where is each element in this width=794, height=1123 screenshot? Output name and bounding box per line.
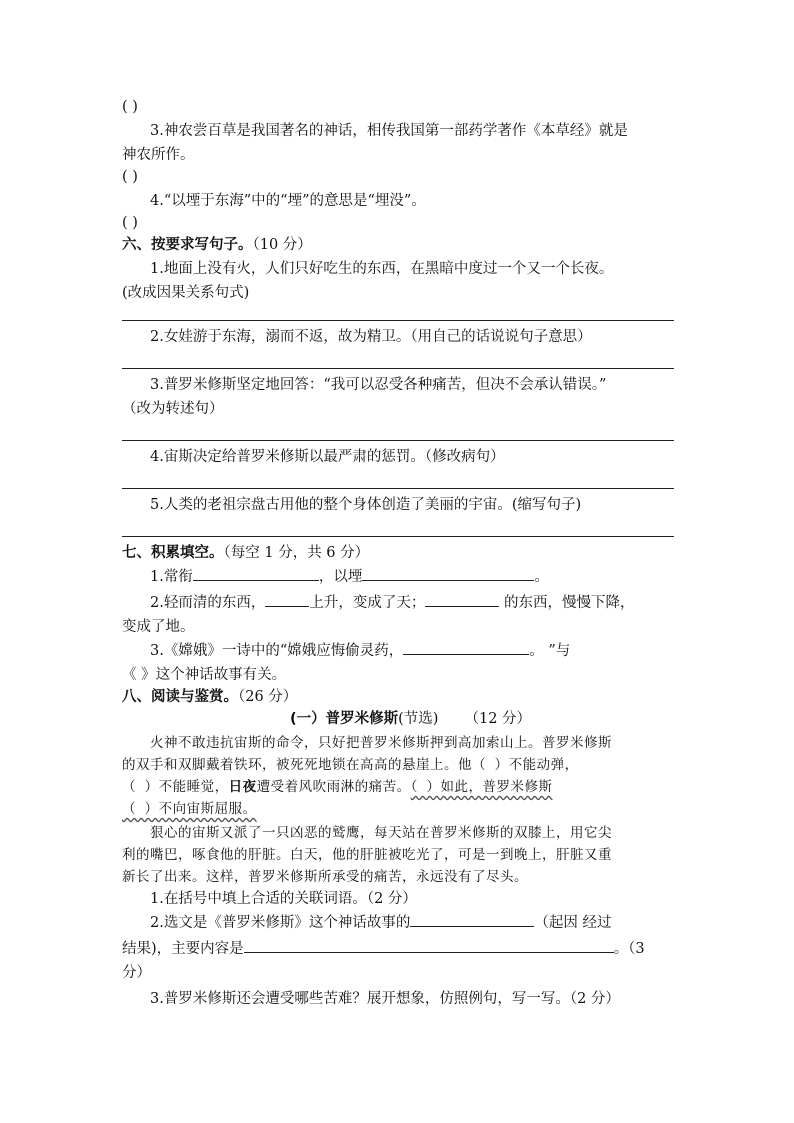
passage-p2-line1: 狠心的宙斯又派了一只凶恶的鹫鹰，每天站在普罗米修斯的双膝上，用它尖 (150, 825, 612, 841)
section-8-title: 八、阅读与鉴赏。 (122, 689, 238, 705)
s7-q3 (150, 640, 570, 662)
s7-q3-line2: 《 》这个神话故事有关。 (122, 667, 287, 683)
fill-blank[interactable] (193, 566, 319, 581)
s6-q1-line2: (改成因果关系句式) (122, 285, 250, 301)
passage-p1-line3-c: 遭受着风吹雨淋的痛苦。 (256, 779, 411, 795)
s8-q2-text-a: 2.选文是《普罗米修斯》这个神话故事的 (150, 915, 411, 931)
s7-q2-text-b: 上升，变成了天； (309, 595, 426, 611)
s8-q1: 1.在括号中填上合适的关联词语。（2 分） (150, 891, 417, 907)
section-8-score: （26 分） (238, 689, 298, 705)
answer-line-3[interactable] (122, 440, 674, 441)
s7-q3-text-a: 3.《嫦娥》一诗中的“嫦娥应悔偷灵药， (150, 643, 404, 659)
s5-q3-line2: 神农所作。 (122, 147, 195, 163)
s8-q2-line3: 分） (122, 965, 151, 981)
fill-blank[interactable] (403, 640, 529, 655)
passage-emphasis-word: 日夜 (228, 779, 257, 795)
s8-q2-line2 (122, 938, 645, 960)
answer-line-2[interactable] (122, 368, 674, 369)
answer-line-1[interactable] (122, 320, 674, 321)
section-7-title: 七、积累填空。 (122, 545, 224, 561)
s7-q2-text-c: 的东西，慢慢下降， (499, 595, 635, 611)
s8-q2 (150, 912, 611, 934)
s8-q2-text-d: 。（3 (613, 941, 645, 957)
s6-q2: 2.女娃游于东海，溺而不返，故为精卫。（用自己的话说说句子意思） (150, 329, 592, 345)
passage-p2-line3: 新长了出来。这样，普罗米修斯所承受的痛苦，永远没有了尽头。 (122, 869, 528, 885)
passage-score: （12 分） (464, 711, 532, 727)
s7-q3-text-b: 。 ”与 (529, 643, 571, 659)
s7-q1-text-b: ，以堙 (318, 569, 363, 585)
fill-blank[interactable] (265, 592, 309, 607)
section-6-heading (122, 234, 312, 256)
s5-q3-line1: 3.神农尝百草是我国著名的神话，相传我国第一部药学著作《本草经》就是 (150, 123, 628, 139)
s6-q4: 4.宙斯决定给普罗米修斯以最严肃的惩罚。（修改病句） (150, 449, 505, 465)
section-6-title: 六、按要求写句子。 (122, 237, 253, 253)
passage-title-row (290, 708, 531, 730)
passage-p1-line2: 的双手和双脚戴着铁环，被死死地锁在高高的悬崖上。他（ ）不能动弹， (122, 757, 579, 773)
passage-subtitle: (节选) (398, 711, 439, 727)
s7-q1 (150, 566, 549, 588)
section-7-score: （每空 1 分，共 6 分） (223, 545, 370, 561)
passage-p2-line2: 利的嘴巴，啄食他的肝脏。白天，他的肝脏被吃光了，可是一到晚上，肝脏又重 (122, 847, 612, 863)
wavy-underlined-sentence-end: （ ）不向宙斯屈服。 (122, 801, 257, 817)
s7-q1-text-a: 1.常衔 (150, 569, 193, 585)
passage-title: (一）普罗米修斯 (290, 711, 399, 727)
passage-p1-line3 (122, 776, 553, 798)
fill-blank[interactable] (410, 912, 534, 927)
s6-q5: 5.人类的老祖宗盘古用他的整个身体创造了美丽的宇宙。(缩写句子) (150, 497, 582, 513)
s7-q2 (150, 592, 634, 614)
q3-answer-paren: ( ) (122, 169, 138, 185)
wavy-underlined-sentence: （ ）如此，普罗米修斯 (410, 779, 553, 795)
s5-q4: 4.“以堙于东海”中的“堙”的意思是“埋没”。 (150, 193, 426, 209)
s7-q2-line2: 变成了地。 (122, 619, 195, 635)
q4-answer-paren: ( ) (122, 215, 138, 231)
s8-q2-text-c: 结果)，主要内容是 (122, 941, 244, 957)
section-6-score: （10 分） (252, 237, 312, 253)
passage-p1-line4 (122, 798, 257, 820)
section-7-heading (122, 542, 369, 564)
s6-q3-line1: 3.普罗米修斯坚定地回答：“我可以忍受各种痛苦，但决不会承认错误。” (150, 377, 607, 393)
s6-q3-line2: （改为转述句） (122, 401, 224, 417)
fill-blank[interactable] (244, 938, 614, 953)
s8-q3: 3.普罗米修斯还会遭受哪些苦难？展开想象，仿照例句，写一写。（2 分） (150, 991, 620, 1007)
answer-line-5[interactable] (122, 536, 674, 537)
fill-blank[interactable] (362, 566, 534, 581)
s7-q1-text-c: 。 (534, 569, 549, 585)
s8-q2-text-b: （起因 经过 (534, 915, 612, 931)
s7-q2-text-a: 2.轻而清的东西， (150, 595, 266, 611)
fill-blank[interactable] (425, 592, 499, 607)
section-8-heading (122, 686, 297, 708)
passage-p1-line1: 火神不敢违抗宙斯的命令，只好把普罗米修斯押到高加索山上。普罗米修斯 (150, 735, 612, 751)
q2-answer-paren: ( ) (122, 99, 138, 115)
answer-line-4[interactable] (122, 488, 674, 489)
s6-q1-line1: 1.地面上没有火，人们只好吃生的东西，在黑暗中度过一个又一个长夜。 (150, 261, 614, 277)
passage-p1-line3-a: （ ）不能睡觉， (122, 779, 229, 795)
